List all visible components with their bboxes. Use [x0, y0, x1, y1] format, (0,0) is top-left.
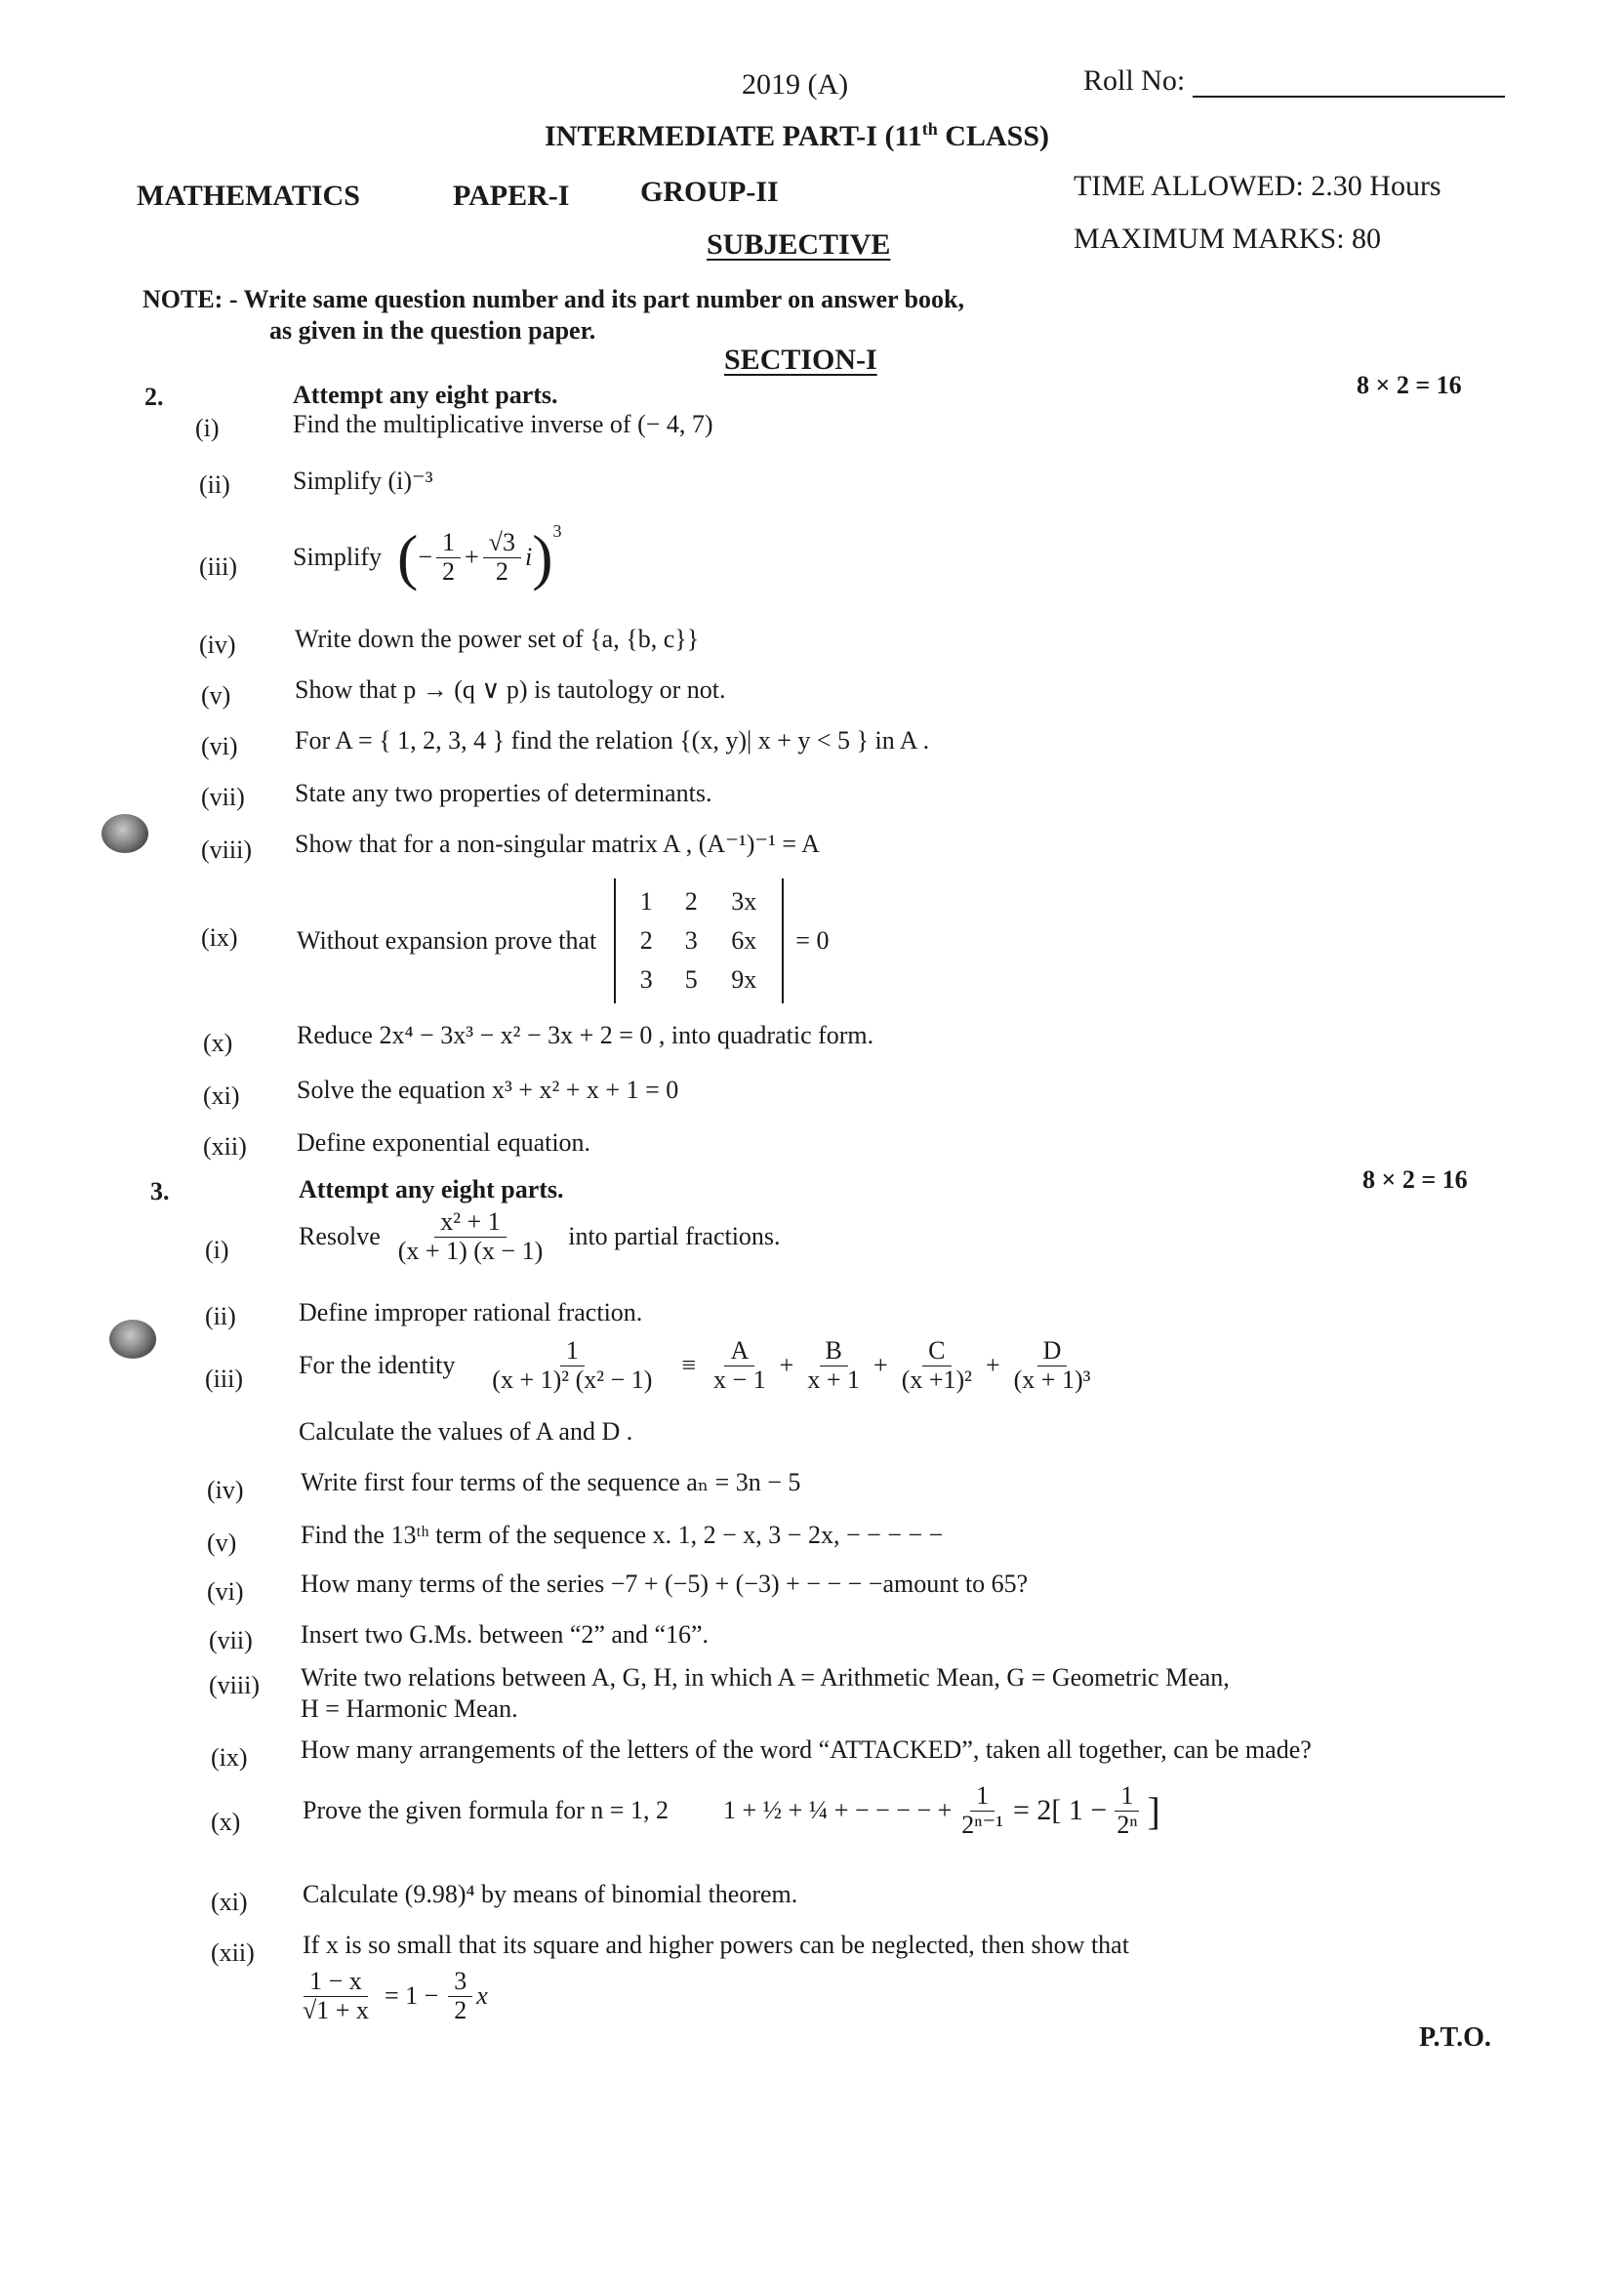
q2-part-number: (ii)	[199, 470, 230, 499]
q3-part-text: How many arrangements of the letters of the word “ATTACKED”, taken all together, can be made?	[301, 1735, 1312, 1764]
q3-part-text: Find the 13ᵗʰ term of the sequence x. 1, 2 − x, 3 − 2x, − − − − −	[301, 1521, 944, 1549]
q2-part-number: (vi)	[201, 732, 238, 760]
q2-part-number: (i)	[195, 414, 220, 442]
q3-part-text-identity: For the identity $\frac{1}{\text{(x + 1)² (x² − 1)}}$ ≡ $\frac{A}{x - 1}$ + $\frac{B}{x + 1}$ + $\frac{C}{\text{(x +1)²}}$ + $\frac{D}{\text{(x + 1)³}}$	[299, 1337, 1100, 1394]
fraction: $\frac{B}{x + 1}$	[807, 1336, 861, 1394]
q3-part-text-line2: Calculate the values of A and D .	[299, 1417, 633, 1446]
q3-part-number: (xii)	[211, 1938, 255, 1967]
q3-part-number: (x)	[211, 1808, 241, 1836]
fraction: $\frac{1}{\text{2ⁿ}}$	[1116, 1781, 1138, 1839]
determinant: 1 2 3x 2 3 6x 3 5 9x	[614, 878, 784, 1003]
exam-title: INTERMEDIATE PART-I (11th CLASS)	[545, 119, 1049, 152]
q3-part-text-expr: $\frac{1 - x}{√1 + x}$ = 1 − $\frac{3}{2}$ x	[293, 1968, 488, 2024]
q3-part-text-line2: H = Harmonic Mean.	[301, 1694, 518, 1723]
paper-number: PAPER-I	[453, 180, 570, 212]
q2-part-text: Find the multiplicative inverse of (− 4, 7)	[293, 410, 713, 438]
fraction: $\frac{√3}{2}$	[483, 529, 521, 586]
q3-part-number: (v)	[207, 1529, 237, 1557]
time-allowed: TIME ALLOWED: 2.30 Hours	[1074, 170, 1441, 202]
q2-part-text: Show that p → (q ∨ p) is tautology or not.	[295, 675, 726, 704]
roll-line	[1193, 72, 1505, 98]
fraction: $\frac{1}{\text{(x + 1)² (x² − 1)}}$	[492, 1336, 653, 1394]
q3-part-text: Insert two G.Ms. between “2” and “16”.	[301, 1620, 710, 1649]
q2-part-text: Simplify (i)⁻³	[293, 467, 433, 495]
q3-part-number: (ix)	[211, 1743, 248, 1772]
q3-part-text-expr: Resolve $\frac{\text{x² + 1}}{(x + 1) (x - 1)}$ into partial fractions.	[299, 1207, 781, 1265]
q2-part-text: Show that for a non-singular matrix A , (A⁻¹)⁻¹ = A	[295, 830, 820, 858]
fraction: $\frac{3}{2}$	[448, 1968, 472, 2024]
fraction: $\frac{D}{\text{(x + 1)³}}$	[1013, 1336, 1091, 1394]
note-line-2: as given in the question paper.	[269, 316, 596, 345]
q2-part-text-expr: Simplify ( − $\frac{1}{2}$ + $\frac{√3}{2}$ i ) 3	[293, 521, 562, 591]
q2-part-number: (x)	[203, 1029, 233, 1057]
q2-part-number: (v)	[201, 681, 231, 710]
roll-label: Roll No:	[1083, 64, 1186, 97]
ink-blot	[102, 814, 148, 853]
question-2-marks: 8 × 2 = 16	[1357, 371, 1462, 399]
q2-part-number: (iv)	[199, 631, 236, 659]
q3-part-text: If x is so small that its square and higher powers can be neglected, then show that	[303, 1931, 1129, 1959]
q2-part-text: Solve the equation x³ + x² + x + 1 = 0	[297, 1076, 679, 1104]
fraction: $\frac{1}{2}$	[436, 529, 461, 586]
paper-type: SUBJECTIVE	[707, 228, 891, 261]
q3-part-text: How many terms of the series −7 + (−5) + (−3) + − − − −amount to 65?	[301, 1570, 1029, 1598]
q3-part-number: (iii)	[205, 1365, 243, 1393]
q3-part-number: (xi)	[211, 1888, 248, 1916]
q2-part-text: Define exponential equation.	[297, 1128, 591, 1157]
fraction: $\frac{1}{\text{2ⁿ⁻¹}}$	[961, 1781, 1003, 1839]
q3-part-text: Calculate (9.98)⁴ by means of binomial theorem.	[303, 1880, 798, 1908]
q3-part-text: Define improper rational fraction.	[299, 1298, 643, 1326]
q2-part-number: (iii)	[199, 552, 237, 581]
group-label: GROUP-II	[640, 176, 779, 208]
roll-number-field[interactable]	[1083, 64, 1505, 98]
section-heading: SECTION-I	[724, 344, 877, 376]
q2-part-text: Write down the power set of {a, {b, c}}	[295, 625, 700, 653]
q3-part-number: (vi)	[207, 1577, 244, 1606]
q3-part-text: Write first four terms of the sequence aₙ = 3n − 5	[301, 1468, 801, 1496]
q3-part-number: (viii)	[209, 1671, 260, 1699]
q2-part-text: State any two properties of determinants.	[295, 779, 712, 807]
fraction: $\frac{A}{x - 1}$	[713, 1336, 766, 1394]
q2-part-number: (xii)	[203, 1132, 247, 1161]
q3-part-number: (vii)	[209, 1626, 253, 1654]
q3-part-number: (i)	[205, 1236, 229, 1264]
subject-name: MATHEMATICS	[137, 180, 360, 212]
question-3-heading: Attempt any eight parts.	[299, 1175, 564, 1203]
question-3-number: 3.	[150, 1177, 170, 1205]
question-3-marks: 8 × 2 = 16	[1362, 1165, 1468, 1194]
ink-blot	[109, 1320, 156, 1359]
q3-part-text: Write two relations between A, G, H, in which A = Arithmetic Mean, G = Geometric Mean,	[301, 1663, 1230, 1692]
q2-part-text: For A = { 1, 2, 3, 4 } find the relation {(x, y)| x + y < 5 } in A .	[295, 726, 930, 755]
exam-year: 2019 (A)	[742, 68, 849, 101]
q3-part-number: (ii)	[205, 1302, 236, 1330]
q2-part-number: (viii)	[201, 836, 252, 864]
fraction: $\frac{\text{x² + 1}}{(x + 1) (x - 1)}$	[397, 1207, 544, 1265]
q2-part-text-det: Without expansion prove that 1 2 3x 2 3 6x 3 5 9x = 0	[297, 878, 829, 1003]
question-2-heading: Attempt any eight parts.	[293, 381, 558, 409]
fraction: $\frac{1 - x}{√1 + x}$	[303, 1967, 369, 2024]
q2-part-text: Reduce 2x⁴ − 3x³ − x² − 3x + 2 = 0 , into quadratic form.	[297, 1021, 874, 1049]
q2-part-number: (ix)	[201, 923, 238, 952]
q2-part-number: (vii)	[201, 783, 245, 811]
fraction: $\frac{C}{\text{(x +1)²}}$	[901, 1336, 972, 1394]
q2-part-number: (xi)	[203, 1081, 240, 1110]
question-2-number: 2.	[144, 383, 164, 411]
maximum-marks: MAXIMUM MARKS: 80	[1074, 223, 1382, 255]
q3-part-number: (iv)	[207, 1476, 244, 1504]
q3-part-text-formula: Prove the given formula for n = 1, 2 1 + ½ + ¼ + − − − − + $\frac{1}{\text{2ⁿ⁻¹}}$ = 2[ 1 − $\frac{1}{\text{2ⁿ}}$ ]	[303, 1781, 1160, 1839]
page-footer: P.T.O.	[1419, 2022, 1491, 2053]
note-line-1: NOTE: - Write same question number and its part number on answer book,	[142, 285, 964, 313]
